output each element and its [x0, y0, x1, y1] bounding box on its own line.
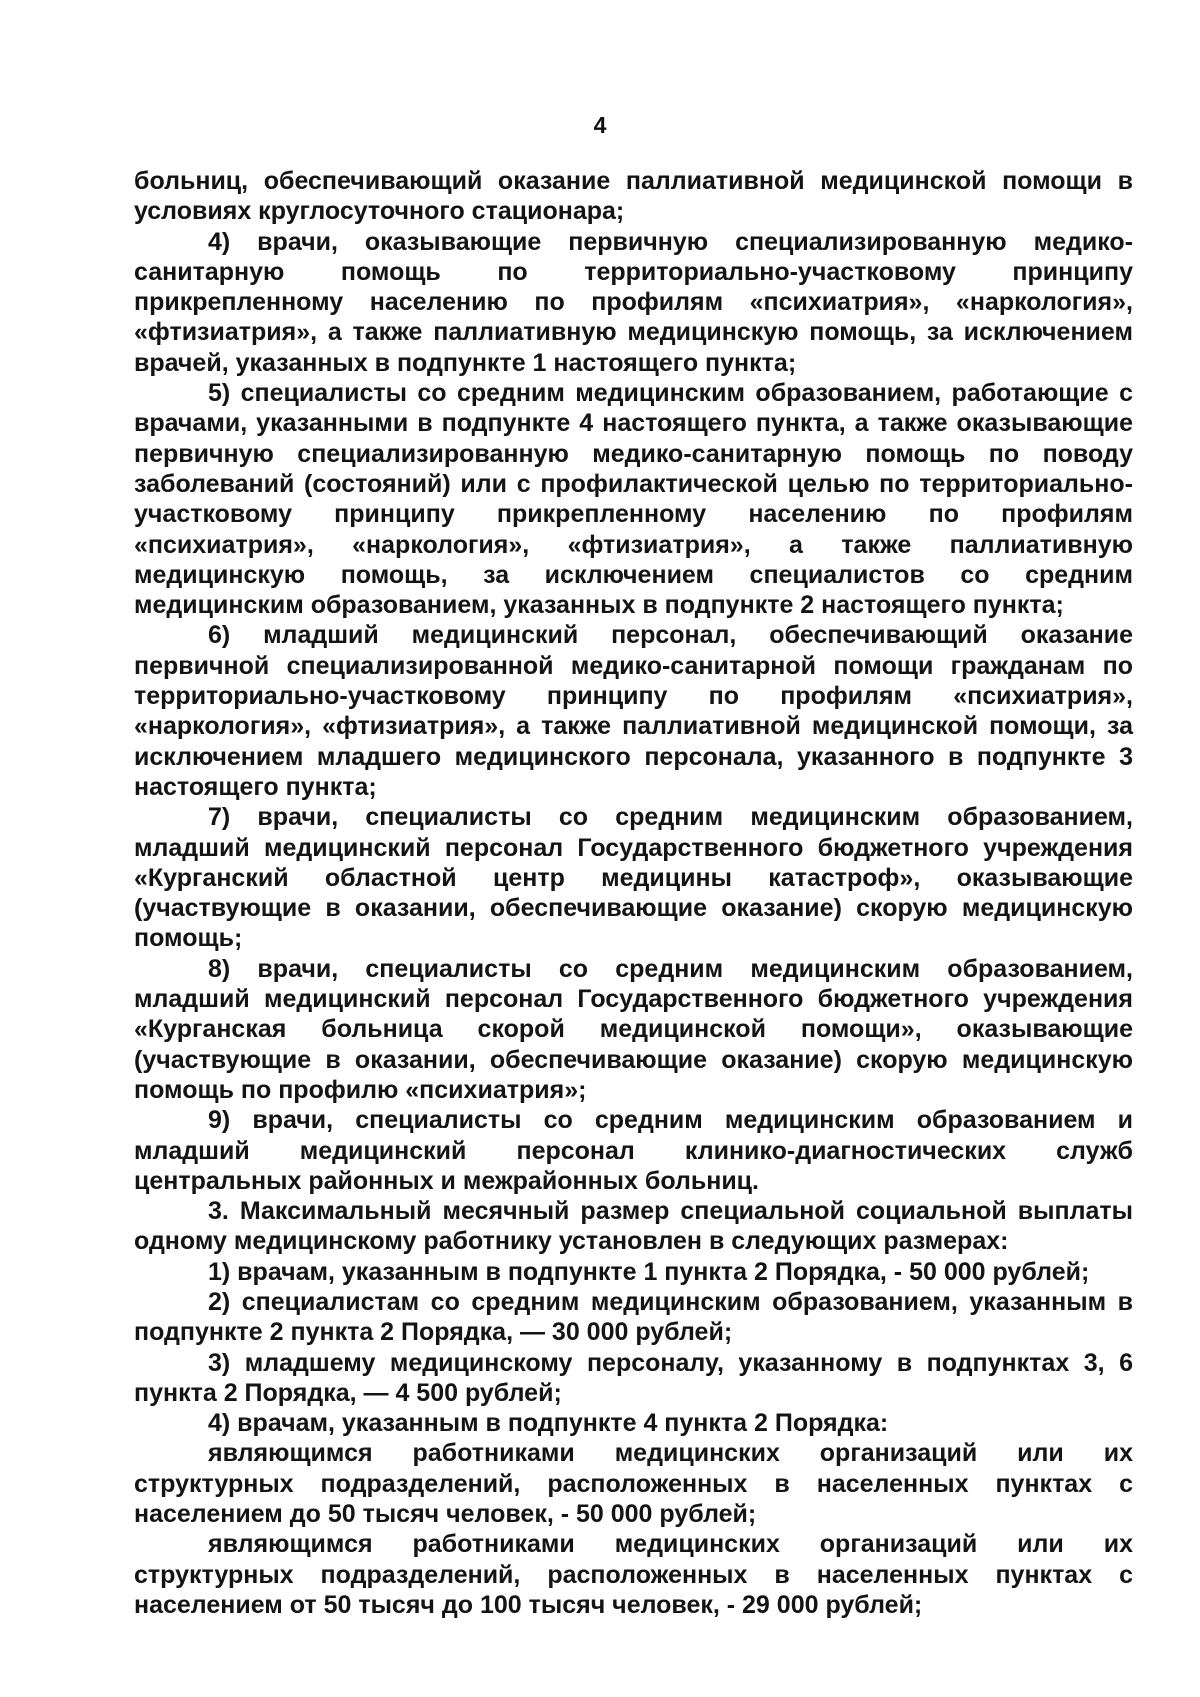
document-body: [134, 166, 1133, 1620]
paragraph: 3. Максимальный месячный размер специальной социальной выплаты одному медицинскому работнику установлен в следующих размерах:: [134, 1197, 1133, 1256]
paragraph: 5) специалисты со средним медицинским образованием, работающие с врачами, указанными в подпункте 4 настоящего пункта, а также оказывающие первичную специализированную медико-санитарную помощь по поводу заболеваний (состояний) или с профилактической целью по территориально-участковому принципу прикрепленному населению по профилям «психиатрия», «наркология», «фтизиатрия», а также паллиативную медицинскую помощь, за исключением специалистов со средним медицинским образованием, указанных в подпункте 2 настоящего пункта;: [134, 379, 1133, 620]
paragraph: 2) специалистам со средним медицинским образованием, указанным в подпункте 2 пункта 2 Порядка, — 30 000 рублей;: [134, 1287, 1133, 1347]
paragraph: 1) врачам, указанным в подпункте 1 пункта 2 Порядка, - 50 000 рублей;: [208, 1257, 1090, 1286]
paragraph: 9) врачи, специалисты со средним медицинским образованием и младший медицинский персонал клинико-диагностических служб центральных районных и межрайонных больниц.: [134, 1106, 1133, 1195]
paragraph: 8) врачи, специалисты со средним медицинским образованием, младший медицинский персонал Государственного бюджетного учреждения «Курганская больница скорой медицинской помощи», оказывающие (участвующие в оказании, обеспечивающие оказание) скорую медицинскую помощь по профилю «психиатрия»;: [134, 954, 1133, 1104]
paragraph: 6) младший медицинский персонал, обеспечивающий оказание первичной специализированной медико-санитарной помощи гражданам по территориально-участковому принципу по профилям «психиатрия», «наркология», «фтизиатрия», а также паллиативной медицинской помощи, за исключением младшего медицинского персонала, указанного в подпункте 3 настоящего пункта;: [134, 621, 1133, 801]
paragraph: больниц, обеспечивающий оказание паллиативной медицинской помощи в условиях круглосуточного стационара;: [134, 167, 1133, 226]
paragraph: 4) врачам, указанным в подпункте 4 пункта 2 Порядка:: [208, 1409, 889, 1438]
paragraph: 4) врачи, оказывающие первичную специализированную медико-санитарную помощь по территориально-участковому принципу прикрепленному населению по профилям «психиатрия», «наркология», «фтизиатрия», а также паллиативную медицинскую помощь, за исключением врачей, указанных в подпункте 1 настоящего пункта;: [134, 227, 1133, 377]
page-number: 4: [593, 112, 607, 138]
paragraph: 7) врачи, специалисты со средним медицинским образованием, младший медицинский персонал Государственного бюджетного учреждения «Курганский областной центр медицины катастроф», оказывающие (участвующие в оказании, обеспечивающие оказание) скорую медицинскую помощь;: [134, 803, 1133, 953]
paragraph: являющимся работниками медицинских организаций или их структурных подразделений, расположенных в населенных пунктах с населением до 50 тысяч человек, - 50 000 рублей;: [134, 1439, 1133, 1529]
paragraph: являющимся работниками медицинских организаций или их структурных подразделений, расположенных в населенных пунктах с населением от 50 тысяч до 100 тысяч человек, - 29 000 рублей;: [134, 1530, 1133, 1619]
paragraph: 3) младшему медицинскому персоналу, указанному в подпунктах 3, 6 пункта 2 Порядка, — 4 500 рублей;: [134, 1348, 1133, 1407]
